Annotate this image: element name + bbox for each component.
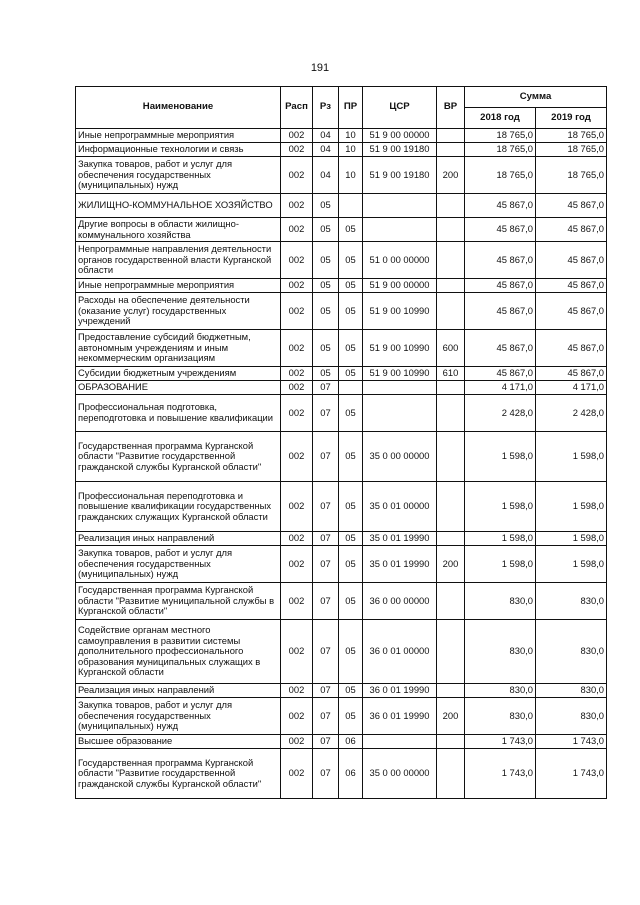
row-name: Государственная программа Курганской области "Развитие государственной гражданской службы Курганской области" xyxy=(76,749,281,799)
row-amount-2019: 1 743,0 xyxy=(536,749,607,799)
row-amount-2019: 45 867,0 xyxy=(536,293,607,330)
table-row xyxy=(76,157,607,194)
row-csr: 36 0 01 00000 xyxy=(363,620,437,684)
row-amount-2018: 45 867,0 xyxy=(465,293,536,330)
row-rz: 04 xyxy=(313,157,339,194)
table-row xyxy=(76,381,607,395)
table-row xyxy=(76,749,607,799)
row-amount-2018: 830,0 xyxy=(465,684,536,698)
row-amount-2019: 45 867,0 xyxy=(536,367,607,381)
row-rz: 07 xyxy=(313,684,339,698)
row-pr xyxy=(339,381,363,395)
row-rasp: 002 xyxy=(281,157,313,194)
table-body xyxy=(76,129,607,799)
row-amount-2018: 1 598,0 xyxy=(465,432,536,482)
row-amount-2018: 18 765,0 xyxy=(465,143,536,157)
row-amount-2019: 45 867,0 xyxy=(536,330,607,367)
row-amount-2019: 18 765,0 xyxy=(536,157,607,194)
row-name: Содействие органам местного самоуправления в развитии системы дополнительного профессионального образования муниципальных служащих в Курганской области xyxy=(76,620,281,684)
row-rz: 07 xyxy=(313,482,339,532)
row-rasp: 002 xyxy=(281,242,313,279)
row-amount-2018: 1 598,0 xyxy=(465,482,536,532)
table-row xyxy=(76,583,607,620)
header-year-2018: 2018 год xyxy=(465,108,536,129)
row-csr xyxy=(363,735,437,749)
row-csr xyxy=(363,194,437,218)
row-rz: 04 xyxy=(313,143,339,157)
row-amount-2019: 830,0 xyxy=(536,684,607,698)
table-row xyxy=(76,620,607,684)
row-rz: 07 xyxy=(313,381,339,395)
row-vr xyxy=(437,218,465,242)
row-name: ЖИЛИЩНО-КОММУНАЛЬНОЕ ХОЗЯЙСТВО xyxy=(76,194,281,218)
row-pr: 05 xyxy=(339,293,363,330)
row-vr xyxy=(437,143,465,157)
row-amount-2019: 1 743,0 xyxy=(536,735,607,749)
row-amount-2018: 45 867,0 xyxy=(465,330,536,367)
row-csr: 51 9 00 00000 xyxy=(363,129,437,143)
row-pr: 05 xyxy=(339,684,363,698)
row-vr xyxy=(437,279,465,293)
row-pr: 05 xyxy=(339,367,363,381)
row-csr xyxy=(363,381,437,395)
row-amount-2018: 830,0 xyxy=(465,583,536,620)
row-amount-2019: 18 765,0 xyxy=(536,129,607,143)
row-name: Иные непрограммные мероприятия xyxy=(76,279,281,293)
row-vr xyxy=(437,293,465,330)
header-rasp: Расп xyxy=(281,87,313,129)
row-rasp: 002 xyxy=(281,218,313,242)
row-vr: 200 xyxy=(437,157,465,194)
row-vr: 610 xyxy=(437,367,465,381)
row-csr: 51 9 00 10990 xyxy=(363,293,437,330)
header-year-2019: 2019 год xyxy=(536,108,607,129)
row-rasp: 002 xyxy=(281,279,313,293)
row-pr: 05 xyxy=(339,242,363,279)
row-amount-2019: 2 428,0 xyxy=(536,395,607,432)
row-amount-2018: 830,0 xyxy=(465,698,536,735)
row-csr: 36 0 01 19990 xyxy=(363,684,437,698)
row-rz: 07 xyxy=(313,432,339,482)
table-row xyxy=(76,279,607,293)
row-vr xyxy=(437,432,465,482)
row-csr xyxy=(363,218,437,242)
row-amount-2019: 1 598,0 xyxy=(536,546,607,583)
row-name: Профессиональная переподготовка и повышение квалификации государственных гражданских служащих Курганской области xyxy=(76,482,281,532)
row-amount-2018: 45 867,0 xyxy=(465,367,536,381)
table-row xyxy=(76,532,607,546)
row-vr xyxy=(437,482,465,532)
table-row xyxy=(76,698,607,735)
table-row xyxy=(76,194,607,218)
row-csr: 36 0 01 19990 xyxy=(363,698,437,735)
row-name: Закупка товаров, работ и услуг для обеспечения государственных (муниципальных) нужд xyxy=(76,546,281,583)
row-csr: 51 9 00 19180 xyxy=(363,157,437,194)
row-rz: 07 xyxy=(313,395,339,432)
row-rasp: 002 xyxy=(281,583,313,620)
row-pr: 05 xyxy=(339,583,363,620)
row-rz: 05 xyxy=(313,194,339,218)
row-name: Высшее образование xyxy=(76,735,281,749)
row-name: Реализация иных направлений xyxy=(76,532,281,546)
row-amount-2018: 1 598,0 xyxy=(465,546,536,583)
row-rasp: 002 xyxy=(281,432,313,482)
row-vr xyxy=(437,684,465,698)
row-pr: 05 xyxy=(339,279,363,293)
row-rasp: 002 xyxy=(281,482,313,532)
row-name: Закупка товаров, работ и услуг для обеспечения государственных (муниципальных) нужд xyxy=(76,698,281,735)
row-amount-2019: 830,0 xyxy=(536,620,607,684)
row-name: ОБРАЗОВАНИЕ xyxy=(76,381,281,395)
row-name: Другие вопросы в области жилищно-коммунального хозяйства xyxy=(76,218,281,242)
row-amount-2018: 18 765,0 xyxy=(465,129,536,143)
header-csr: ЦСР xyxy=(363,87,437,129)
table-row xyxy=(76,735,607,749)
row-rz: 07 xyxy=(313,749,339,799)
row-rz: 05 xyxy=(313,367,339,381)
row-vr xyxy=(437,749,465,799)
header-pr: ПР xyxy=(339,87,363,129)
header-sum: Сумма xyxy=(465,87,607,108)
row-name: Непрограммные направления деятельности органов государственной власти Курганской области xyxy=(76,242,281,279)
row-pr xyxy=(339,194,363,218)
table-row xyxy=(76,432,607,482)
row-rz: 05 xyxy=(313,218,339,242)
row-amount-2019: 45 867,0 xyxy=(536,242,607,279)
row-csr: 36 0 00 00000 xyxy=(363,583,437,620)
row-rz: 07 xyxy=(313,583,339,620)
row-amount-2019: 830,0 xyxy=(536,583,607,620)
row-rasp: 002 xyxy=(281,194,313,218)
row-amount-2019: 830,0 xyxy=(536,698,607,735)
row-rz: 05 xyxy=(313,242,339,279)
row-vr xyxy=(437,583,465,620)
row-rz: 07 xyxy=(313,698,339,735)
row-name: Субсидии бюджетным учреждениям xyxy=(76,367,281,381)
table-row xyxy=(76,367,607,381)
row-amount-2019: 1 598,0 xyxy=(536,432,607,482)
row-pr: 05 xyxy=(339,620,363,684)
row-csr: 35 0 00 00000 xyxy=(363,749,437,799)
row-vr: 600 xyxy=(437,330,465,367)
row-amount-2018: 45 867,0 xyxy=(465,194,536,218)
row-rasp: 002 xyxy=(281,330,313,367)
header-name: Наименование xyxy=(76,87,281,129)
header-vr: ВР xyxy=(437,87,465,129)
row-rasp: 002 xyxy=(281,367,313,381)
row-amount-2019: 45 867,0 xyxy=(536,218,607,242)
row-rz: 04 xyxy=(313,129,339,143)
table-row xyxy=(76,218,607,242)
row-csr: 35 0 01 19990 xyxy=(363,546,437,583)
row-csr: 51 9 00 19180 xyxy=(363,143,437,157)
row-rasp: 002 xyxy=(281,749,313,799)
row-name: Предоставление субсидий бюджетным, автономным учреждениям и иным некоммерческим организациям xyxy=(76,330,281,367)
row-amount-2019: 1 598,0 xyxy=(536,532,607,546)
row-pr: 10 xyxy=(339,143,363,157)
row-amount-2018: 2 428,0 xyxy=(465,395,536,432)
table-row xyxy=(76,482,607,532)
table-row xyxy=(76,129,607,143)
row-rasp: 002 xyxy=(281,684,313,698)
row-amount-2018: 45 867,0 xyxy=(465,242,536,279)
row-amount-2019: 45 867,0 xyxy=(536,194,607,218)
row-rasp: 002 xyxy=(281,698,313,735)
row-amount-2018: 1 743,0 xyxy=(465,749,536,799)
row-pr: 05 xyxy=(339,546,363,583)
row-vr: 200 xyxy=(437,698,465,735)
budget-table xyxy=(75,86,607,799)
table-row xyxy=(76,242,607,279)
row-pr: 05 xyxy=(339,330,363,367)
table-row xyxy=(76,546,607,583)
row-name: Профессиональная подготовка, переподготовка и повышение квалификации xyxy=(76,395,281,432)
row-vr xyxy=(437,532,465,546)
row-amount-2018: 1 743,0 xyxy=(465,735,536,749)
row-rasp: 002 xyxy=(281,735,313,749)
row-amount-2018: 1 598,0 xyxy=(465,532,536,546)
table-row xyxy=(76,330,607,367)
row-rz: 07 xyxy=(313,532,339,546)
row-pr: 06 xyxy=(339,749,363,799)
row-rz: 05 xyxy=(313,330,339,367)
row-vr xyxy=(437,381,465,395)
row-amount-2019: 4 171,0 xyxy=(536,381,607,395)
table-row xyxy=(76,684,607,698)
row-csr: 51 9 00 00000 xyxy=(363,279,437,293)
row-amount-2019: 45 867,0 xyxy=(536,279,607,293)
row-pr: 05 xyxy=(339,395,363,432)
row-name: Реализация иных направлений xyxy=(76,684,281,698)
row-csr: 35 0 00 00000 xyxy=(363,432,437,482)
row-csr: 51 9 00 10990 xyxy=(363,367,437,381)
row-rz: 07 xyxy=(313,735,339,749)
row-rasp: 002 xyxy=(281,129,313,143)
row-vr xyxy=(437,194,465,218)
row-vr xyxy=(437,129,465,143)
row-pr: 05 xyxy=(339,432,363,482)
row-rasp: 002 xyxy=(281,395,313,432)
row-amount-2019: 1 598,0 xyxy=(536,482,607,532)
row-vr xyxy=(437,735,465,749)
row-csr: 35 0 01 00000 xyxy=(363,482,437,532)
row-amount-2018: 18 765,0 xyxy=(465,157,536,194)
table-row xyxy=(76,395,607,432)
row-csr xyxy=(363,395,437,432)
row-name: Иные непрограммные мероприятия xyxy=(76,129,281,143)
row-rasp: 002 xyxy=(281,532,313,546)
row-name: Информационные технологии и связь xyxy=(76,143,281,157)
row-rasp: 002 xyxy=(281,381,313,395)
row-rz: 07 xyxy=(313,546,339,583)
row-amount-2018: 45 867,0 xyxy=(465,218,536,242)
header-rz: Рз xyxy=(313,87,339,129)
row-amount-2018: 4 171,0 xyxy=(465,381,536,395)
row-pr: 10 xyxy=(339,157,363,194)
row-pr: 05 xyxy=(339,698,363,735)
row-amount-2018: 830,0 xyxy=(465,620,536,684)
row-name: Закупка товаров, работ и услуг для обеспечения государственных (муниципальных) нужд xyxy=(76,157,281,194)
row-name: Государственная программа Курганской области "Развитие государственной гражданской службы Курганской области" xyxy=(76,432,281,482)
table-row xyxy=(76,143,607,157)
row-amount-2018: 45 867,0 xyxy=(465,279,536,293)
row-rasp: 002 xyxy=(281,143,313,157)
row-csr: 51 0 00 00000 xyxy=(363,242,437,279)
row-name: Государственная программа Курганской области "Развитие муниципальной службы в Курганской области" xyxy=(76,583,281,620)
row-rz: 07 xyxy=(313,620,339,684)
row-rasp: 002 xyxy=(281,620,313,684)
row-rasp: 002 xyxy=(281,293,313,330)
row-pr: 10 xyxy=(339,129,363,143)
row-csr: 51 9 00 10990 xyxy=(363,330,437,367)
page-number: 191 xyxy=(310,62,330,74)
row-csr: 35 0 01 19990 xyxy=(363,532,437,546)
row-rasp: 002 xyxy=(281,546,313,583)
row-vr: 200 xyxy=(437,546,465,583)
row-pr: 05 xyxy=(339,218,363,242)
table-row xyxy=(76,293,607,330)
row-rz: 05 xyxy=(313,279,339,293)
row-vr xyxy=(437,620,465,684)
row-pr: 05 xyxy=(339,482,363,532)
row-pr: 06 xyxy=(339,735,363,749)
row-pr: 05 xyxy=(339,532,363,546)
row-vr xyxy=(437,242,465,279)
row-name: Расходы на обеспечение деятельности (оказание услуг) государственных учреждений xyxy=(76,293,281,330)
row-rz: 05 xyxy=(313,293,339,330)
row-amount-2019: 18 765,0 xyxy=(536,143,607,157)
row-vr xyxy=(437,395,465,432)
